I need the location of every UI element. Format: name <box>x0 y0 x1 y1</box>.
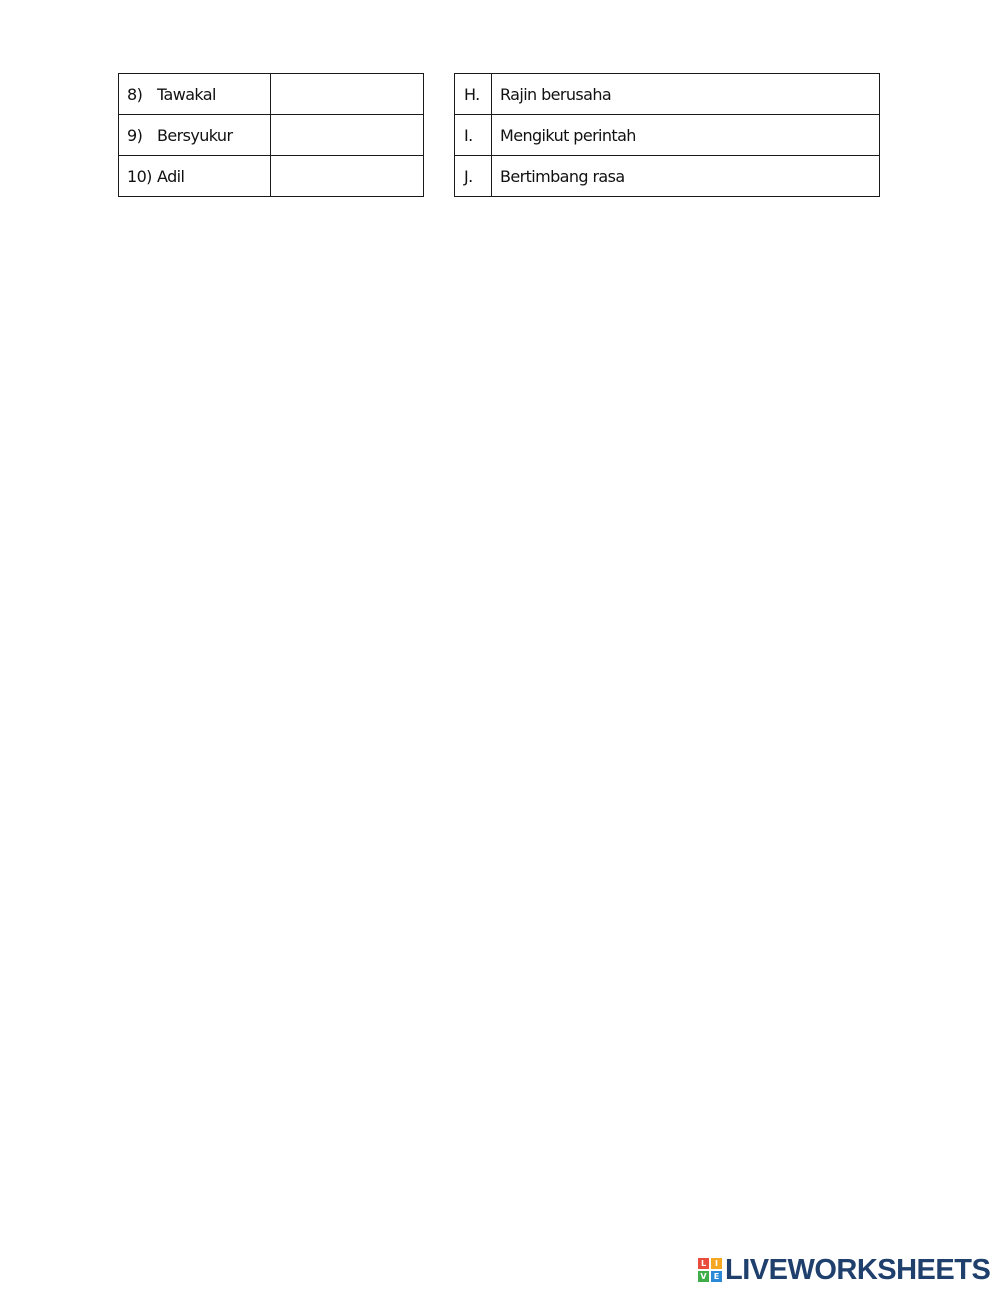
answer-input-area[interactable] <box>271 156 423 196</box>
terms-table <box>118 73 424 197</box>
logo-block: E <box>711 1271 722 1282</box>
table-row <box>455 115 880 156</box>
logo-block: V <box>698 1271 709 1282</box>
meanings-table <box>454 73 880 197</box>
answer-input-area[interactable] <box>271 74 423 114</box>
item-number: 9) <box>127 125 143 145</box>
term-label: Tawakal <box>157 84 216 104</box>
option-meaning: Bertimbang rasa <box>492 156 880 197</box>
liveworksheets-logo <box>698 1253 991 1286</box>
item-number: 8) <box>127 84 143 104</box>
option-letter: J. <box>455 156 492 197</box>
table-row <box>119 115 424 156</box>
item-number: 10) <box>127 166 152 186</box>
option-meaning: Rajin berusaha <box>492 74 880 115</box>
answer-field[interactable] <box>270 115 423 156</box>
term-cell <box>119 74 271 115</box>
logo-block: L <box>698 1258 709 1269</box>
table-row <box>455 74 880 115</box>
table-row <box>455 156 880 197</box>
term-label: Adil <box>157 166 185 186</box>
table-row <box>119 156 424 197</box>
answer-input-area[interactable] <box>271 115 423 155</box>
table-row <box>119 74 424 115</box>
option-meaning: Mengikut perintah <box>492 115 880 156</box>
answer-field[interactable] <box>270 156 423 197</box>
logo-block: I <box>711 1258 722 1269</box>
brand-name: LIVEWORKSHEETS <box>725 1253 991 1286</box>
term-cell <box>119 156 271 197</box>
option-letter: I. <box>455 115 492 156</box>
logo-blocks-icon <box>698 1258 722 1282</box>
option-letter: H. <box>455 74 492 115</box>
answer-field[interactable] <box>270 74 423 115</box>
term-label: Bersyukur <box>157 125 233 145</box>
term-cell <box>119 115 271 156</box>
